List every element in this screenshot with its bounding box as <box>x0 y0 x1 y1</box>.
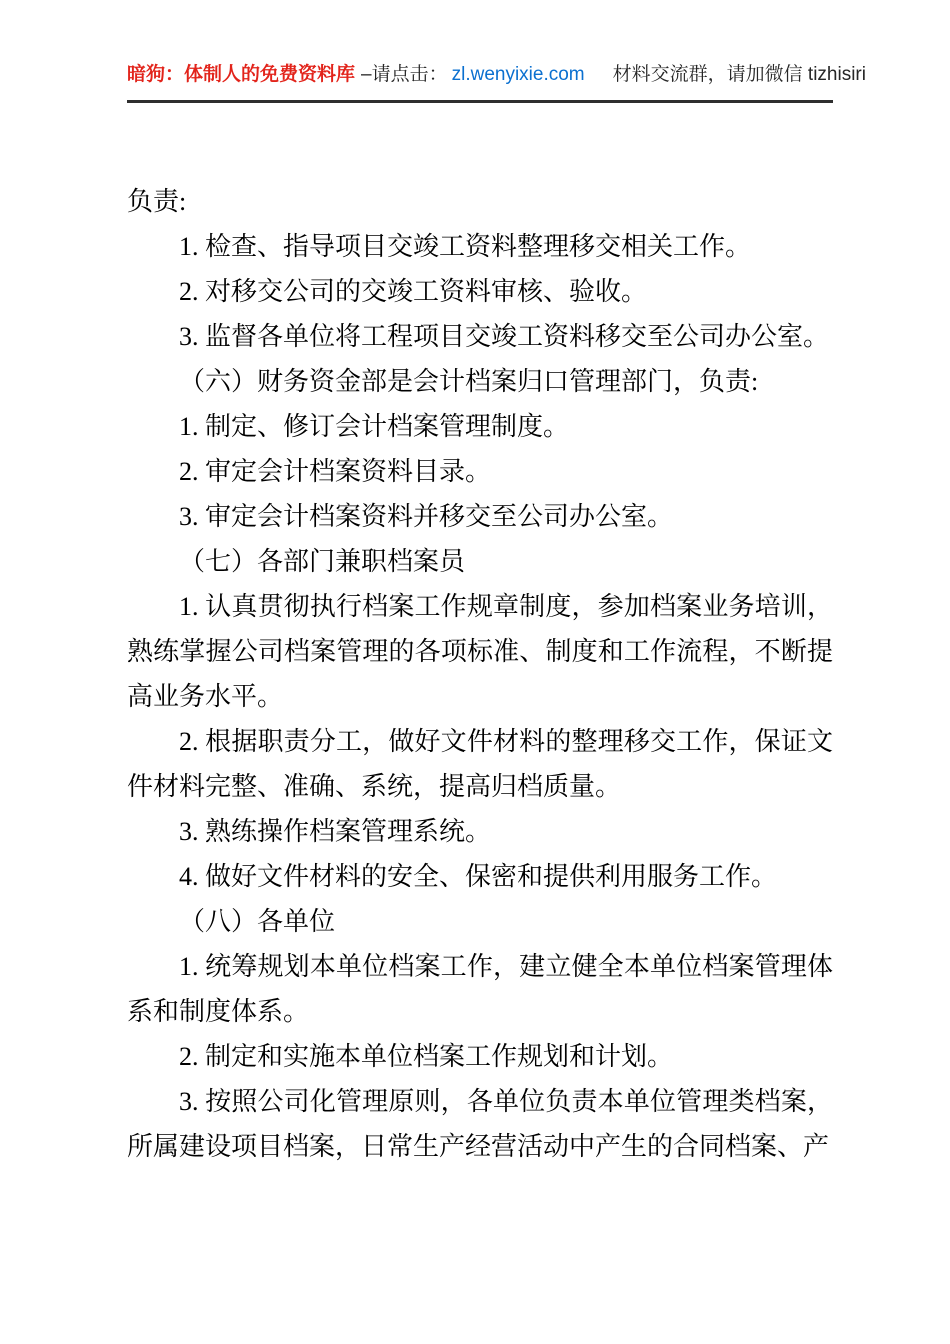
header-click-prompt: –请点击： <box>361 64 448 85</box>
paragraph: 1. 检查、指导项目交竣工资料整理移交相关工作。 <box>179 232 752 261</box>
paragraph: 3. 熟练操作档案管理系统。 <box>179 817 492 846</box>
header-right-text: 材料交流群，请加微信 tizhisiri <box>612 64 866 85</box>
paragraph: 1. 认真贯彻执行档案工作规章制度，参加档案业务培训，熟练掌握公司档案管理的各项标准、制度和工作流程，不断提高业务水平。 <box>127 592 833 711</box>
paragraph: （八）各单位 <box>179 907 336 936</box>
paragraph: 3. 按照公司化管理原则，各单位负责本单位管理类档案，所属建设项目档案，日常生产经营活动中产生的合同档案、产 <box>127 1087 833 1161</box>
header-banner <box>127 60 866 90</box>
header-divider-line <box>127 100 833 103</box>
header-link[interactable]: zl.wenyixie.com <box>451 64 585 85</box>
paragraph: 1. 统筹规划本单位档案工作，建立健全本单位档案管理体系和制度体系。 <box>127 952 833 1026</box>
header-site-name: 暗狗：体制人的免费资料库 <box>127 64 356 85</box>
paragraph: 3. 审定会计档案资料并移交至公司办公室。 <box>179 502 674 531</box>
paragraph: 负责: <box>127 187 187 216</box>
paragraph: 2. 制定和实施本单位档案工作规划和计划。 <box>179 1042 674 1071</box>
paragraph: 3. 监督各单位将工程项目交竣工资料移交至公司办公室。 <box>179 322 830 351</box>
paragraph: 2. 对移交公司的交竣工资料审核、验收。 <box>179 277 648 306</box>
paragraph: 4. 做好文件材料的安全、保密和提供利用服务工作。 <box>179 862 778 891</box>
paragraph: 2. 审定会计档案资料目录。 <box>179 457 492 486</box>
document-content <box>127 179 833 1169</box>
paragraph: 2. 根据职责分工，做好文件材料的整理移交工作，保证文件材料完整、准确、系统，提高归档质量。 <box>127 727 833 801</box>
paragraph: （六）财务资金部是会计档案归口管理部门，负责: <box>179 367 759 396</box>
paragraph: 1. 制定、修订会计档案管理制度。 <box>179 412 570 441</box>
paragraph: （七）各部门兼职档案员 <box>179 547 466 576</box>
